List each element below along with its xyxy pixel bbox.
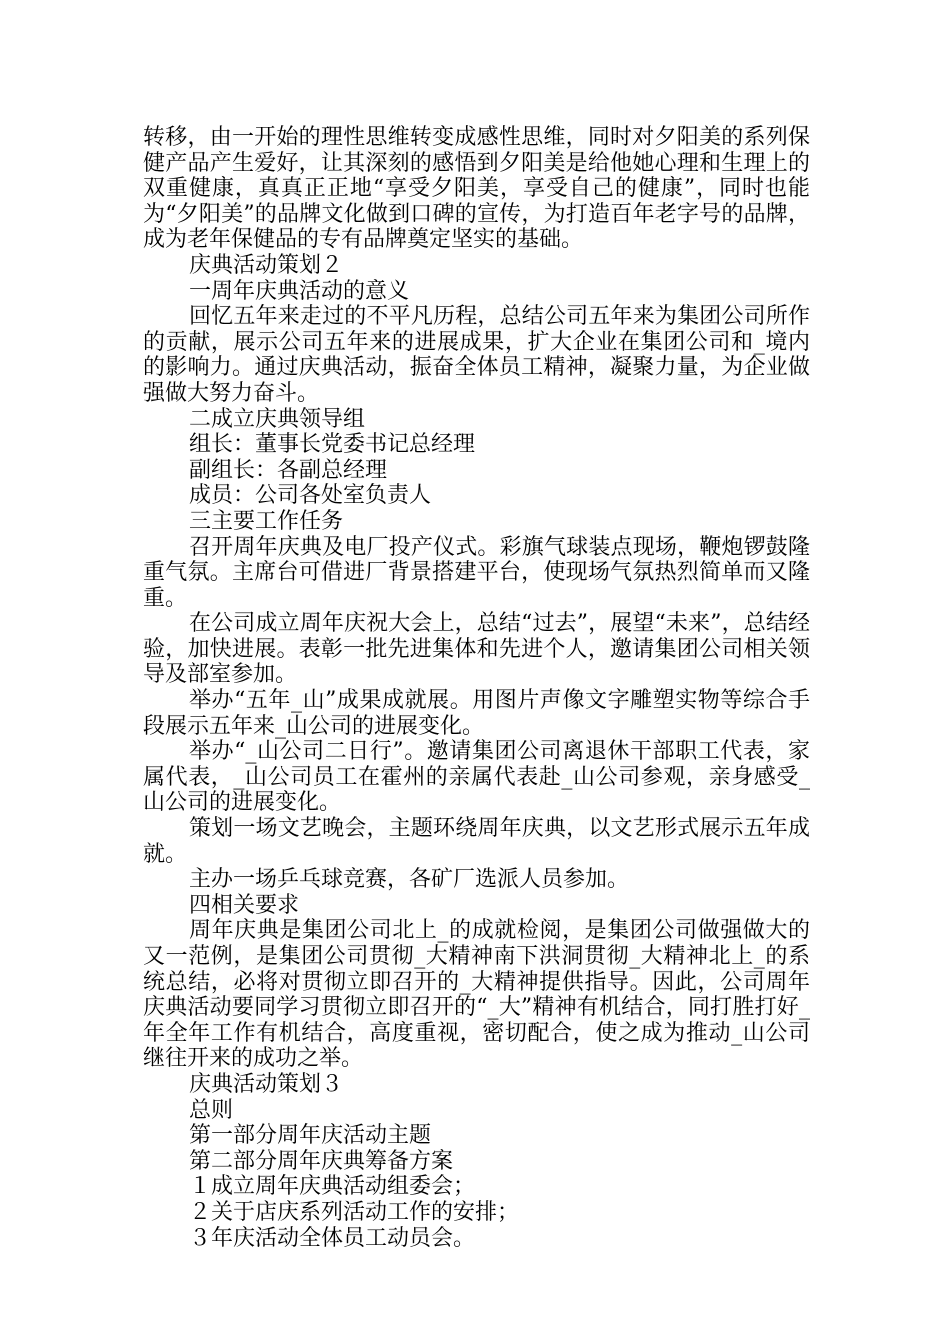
list-item: ２关于店庆系列活动工作的安排； xyxy=(189,1199,520,1225)
section-heading: 第二部分周年庆典筹备方案 xyxy=(189,1148,454,1174)
section-heading: 二成立庆典领导组 xyxy=(189,406,366,432)
paragraph: 举办“五年_山”成果成就展。用图片声像文字雕塑实物等综合手段展示五年来_山公司的进展变化。 xyxy=(143,688,810,739)
paragraph: 转移，由一开始的理性思维转变成感性思维，同时对夕阳美的系列保健产品产生爱好，让其深刻的感悟到夕阳美是给他她心理和生理上的双重健康，真真正正地“享受夕阳美，享受自己的健康”，同时也能为“夕阳美”的品牌文化做到口碑的宣传，为打造百年老字号的品牌，成为老年保健品的专有品牌奠定坚实的基础。 xyxy=(143,125,810,253)
paragraph: 策划一场文艺晚会，主题环绕周年庆典，以文艺形式展示五年成就。 xyxy=(143,816,810,867)
section-heading: 第一部分周年庆活动主题 xyxy=(189,1123,432,1149)
list-item: ３年庆活动全体员工动员会。 xyxy=(189,1225,476,1251)
paragraph: 召开周年庆典及电厂投产仪式。彩旗气球装点现场，鞭炮锣鼓隆重气氛。主席台可借进厂背景搭建平台，使现场气氛热烈简单而又隆重。 xyxy=(143,534,810,611)
section-heading: 一周年庆典活动的意义 xyxy=(189,278,410,304)
paragraph: 成员：公司各处室负责人 xyxy=(189,483,432,509)
document-page xyxy=(143,125,810,1251)
section-heading: 四相关要求 xyxy=(189,892,300,918)
list-item: １成立周年庆典活动组委会； xyxy=(189,1174,476,1200)
paragraph: 举办“_山公司二日行”。邀请集团公司离退休干部职工代表，家属代表，_山公司员工在霍州的亲属代表赴_山公司参观，亲身感受_山公司的进展变化。 xyxy=(143,739,810,816)
section-heading: 庆典活动策划３ xyxy=(189,1071,344,1097)
paragraph: 副组长：各副总经理 xyxy=(189,457,388,483)
paragraph: 主办一场乒乓球竞赛，各矿厂选派人员参加。 xyxy=(189,867,630,893)
paragraph: 回忆五年来走过的不平凡历程，总结公司五年来为集团公司所作的贡献，展示公司五年来的进展成果，扩大企业在集团公司和_境内的影响力。通过庆典活动，振奋全体员工精神，凝聚力量，为企业做强做大努力奋斗。 xyxy=(143,304,810,406)
section-heading: 总则 xyxy=(189,1097,234,1123)
section-heading: 庆典活动策划２ xyxy=(189,252,344,278)
paragraph: 在公司成立周年庆祝大会上，总结“过去”，展望“未来”，总结经验，加快进展。表彰一批先进集体和先进个人，邀请集团公司相关领导及部室参加。 xyxy=(143,611,810,688)
paragraph: 周年庆典是集团公司北上_的成就检阅，是集团公司做强做大的又一范例，是集团公司贯彻_大精神南下洪洞贯彻_大精神北上_的系统总结，必将对贯彻立即召开的_大精神提供指导。因此，公司周年庆典活动要同学习贯彻立即召开的“_大”精神有机结合，同打胜打好_年全年工作有机结合，高度重视，密切配合，使之成为推动_山公司继往开来的成功之举。 xyxy=(143,918,810,1072)
section-heading: 三主要工作任务 xyxy=(189,508,344,534)
paragraph: 组长：董事长党委书记总经理 xyxy=(189,432,476,458)
